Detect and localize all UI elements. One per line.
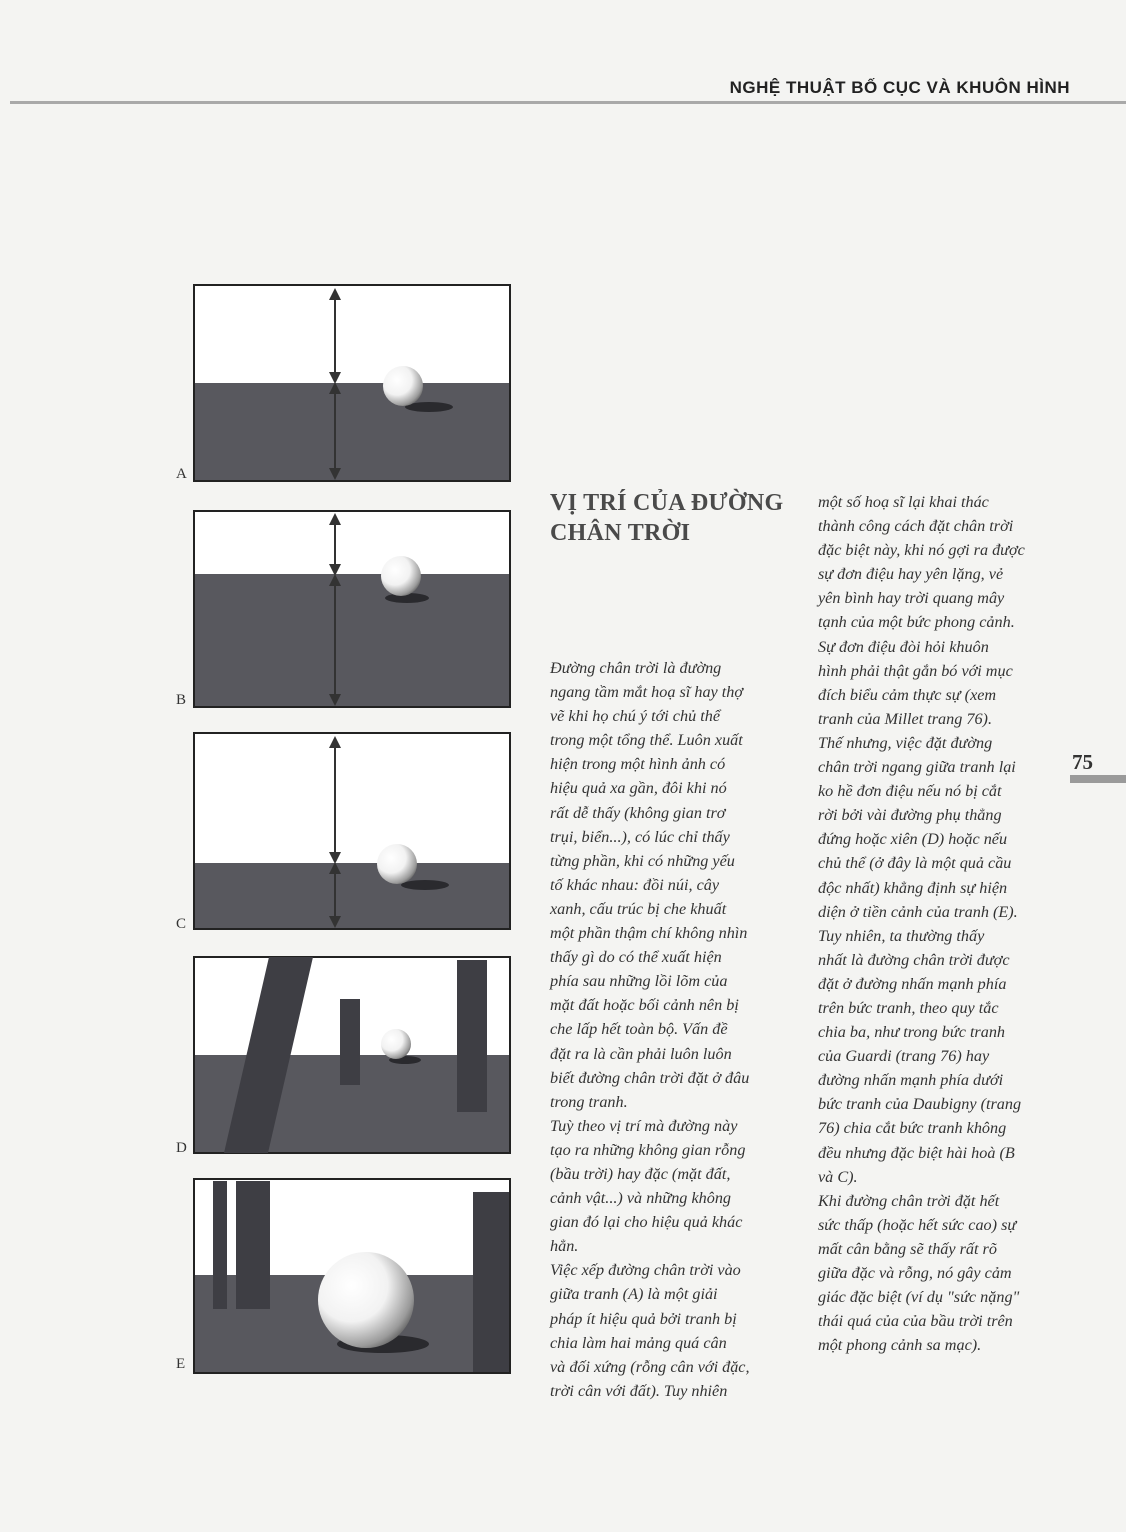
figure-a <box>193 284 511 482</box>
figure-label-a: A <box>176 466 187 482</box>
text-line: yên bình hay trời quang mây <box>818 589 1005 608</box>
text-line: Sự đơn điệu đòi hỏi khuôn <box>818 637 989 656</box>
figure-label-b: B <box>176 692 187 708</box>
text-line: diện ở tiền cảnh của tranh (E). <box>818 902 1018 921</box>
text-line: 76) chia cắt bức tranh không <box>818 1119 1007 1138</box>
text-line: (bầu trời) hay đặc (mặt đất, <box>550 1164 731 1183</box>
text-line: hẳn. <box>550 1237 579 1256</box>
text-line: đích biểu cảm thực sự (xem <box>818 685 997 704</box>
section-title-line-2: CHÂN TRỜI <box>550 520 691 546</box>
text-line: một phong cảnh sa mạc). <box>818 1336 982 1355</box>
text-line: từng phần, khi có những yếu <box>550 851 735 870</box>
text-line: giữa tranh (A) là một giải <box>550 1285 718 1304</box>
text-line: rời bởi vài đường phụ thẳng <box>818 806 1002 825</box>
text-line: mặt đất hoặc bối cảnh nên bị <box>550 996 739 1015</box>
text-line: đặt ra là cần phải luôn luôn <box>550 1044 732 1063</box>
text-line: độc nhất) khẳng định sự hiện <box>818 878 1008 897</box>
text-line: đứng hoặc xiên (D) hoặc nếu <box>818 830 1008 849</box>
text-line: Việc xếp đường chân trời vào <box>550 1261 741 1280</box>
text-line: một phần thậm chí không nhìn <box>550 924 748 943</box>
text-line: hiệu quả xa gần, đôi khi nó <box>550 779 727 798</box>
text-line: tạo ra những không gian rỗng <box>550 1140 746 1159</box>
text-line: mất cân bằng sẽ thấy rất rõ <box>818 1239 997 1258</box>
text-line: trong tranh. <box>550 1092 628 1111</box>
running-header: NGHỆ THUẬT BỐ CỤC VÀ KHUÔN HÌNH <box>729 78 1070 97</box>
body-column-right <box>818 490 1068 1357</box>
text-line: gian đó lại cho hiệu quả khác <box>550 1213 743 1232</box>
text-line: đặc biệt này, khi nó gợi ra được <box>818 541 1025 560</box>
figure-c <box>193 732 511 930</box>
text-line: Tuy nhiên, ta thường thấy <box>818 926 985 945</box>
text-line: thấy gì do có thể xuất hiện <box>550 948 722 967</box>
text-line: Thế nhưng, việc đặt đường <box>818 733 993 752</box>
text-line: đường nhấn mạnh phía dưới <box>818 1071 1004 1090</box>
text-line: sức thấp (hoặc hết sức cao) sự <box>818 1215 1017 1234</box>
section-title <box>550 488 800 548</box>
figure-label-c: C <box>176 916 187 932</box>
text-line: cảnh vật...) và những không <box>550 1189 732 1208</box>
text-line: che lấp hết toàn bộ. Vấn đề <box>550 1020 728 1039</box>
text-line: và C). <box>818 1167 858 1186</box>
text-line: trụi, biển...), có lúc chỉ thấy <box>550 827 730 846</box>
text-line: vẽ khi họ chú ý tới chủ thể <box>550 707 721 726</box>
text-line: sự đơn điệu hay yên lặng, vẻ <box>818 565 1004 584</box>
header-rule <box>10 101 1126 104</box>
text-line: pháp ít hiệu quả bởi tranh bị <box>550 1309 737 1328</box>
text-line: rất dễ thấy (không gian trơ <box>550 803 726 822</box>
text-line: chia làm hai mảng quá cân <box>550 1333 727 1352</box>
figure-e <box>193 1178 511 1374</box>
text-line: ngang tầm mắt hoạ sĩ hay thợ <box>550 683 743 702</box>
text-line: bức tranh của Daubigny (trang <box>818 1095 1022 1114</box>
body-column-left <box>550 656 800 1403</box>
section-title-line-1: VỊ TRÍ CỦA ĐƯỜNG <box>550 490 784 516</box>
text-line: và đối xứng (rỗng cân với đặc, <box>550 1357 750 1376</box>
figure-label-d: D <box>176 1140 187 1156</box>
figure-d <box>193 956 511 1154</box>
text-line: giữa đặc và rỗng, nó gây cảm <box>818 1264 1012 1282</box>
text-line: tố khác nhau: đồi núi, cây <box>550 875 720 894</box>
text-line: Khi đường chân trời đặt hết <box>818 1191 1000 1210</box>
figure-b <box>193 510 511 708</box>
text-line: hiện trong một hình ảnh có <box>550 755 726 774</box>
text-line: chia ba, như trong bức tranh <box>818 1023 1006 1042</box>
text-line: xanh, cấu trúc bị che khuất <box>550 899 727 918</box>
text-line: thành công cách đặt chân trời <box>818 517 1014 536</box>
text-line: thái quá của của bầu trời trên <box>818 1312 1013 1331</box>
page-edge-tab <box>1070 775 1126 783</box>
text-line: hình phải thật gắn bó với mục <box>818 661 1013 680</box>
text-line: trong một tổng thể. Luôn xuất <box>550 731 743 750</box>
text-line: giác đặc biệt (ví dụ "sức nặng" <box>818 1288 1020 1307</box>
text-line: chủ thể (ở đây là một quả cầu <box>818 854 1012 873</box>
text-line: đặt ở đường nhấn mạnh phía <box>818 974 1007 993</box>
text-line: của Guardi (trang 76) hay <box>818 1047 990 1066</box>
text-line: phía sau những lồi lõm của <box>550 972 728 991</box>
text-line: tranh của Millet trang 76). <box>818 709 992 728</box>
text-line: biết đường chân trời đặt ở đâu <box>550 1068 750 1087</box>
text-line: nhất là đường chân trời được <box>818 950 1010 969</box>
text-line: Tuỳ theo vị trí mà đường này <box>550 1116 738 1135</box>
text-line: đều nhưng đặc biệt hài hoà (B <box>818 1143 1015 1162</box>
text-line: trời cân với đất). Tuy nhiên <box>550 1381 728 1400</box>
text-line: ko hề đơn điệu nếu nó bị cắt <box>818 782 1002 801</box>
text-line: trên bức tranh, theo quy tắc <box>818 998 999 1017</box>
text-line: chân trời ngang giữa tranh lại <box>818 758 1016 777</box>
page-number: 75 <box>1072 750 1093 774</box>
text-line: một số hoạ sĩ lại khai thác <box>818 493 989 511</box>
text-line: tạnh của một bức phong cảnh. <box>818 613 1015 632</box>
figure-label-e: E <box>176 1356 186 1372</box>
text-line: Đường chân trời là đường <box>550 659 722 677</box>
